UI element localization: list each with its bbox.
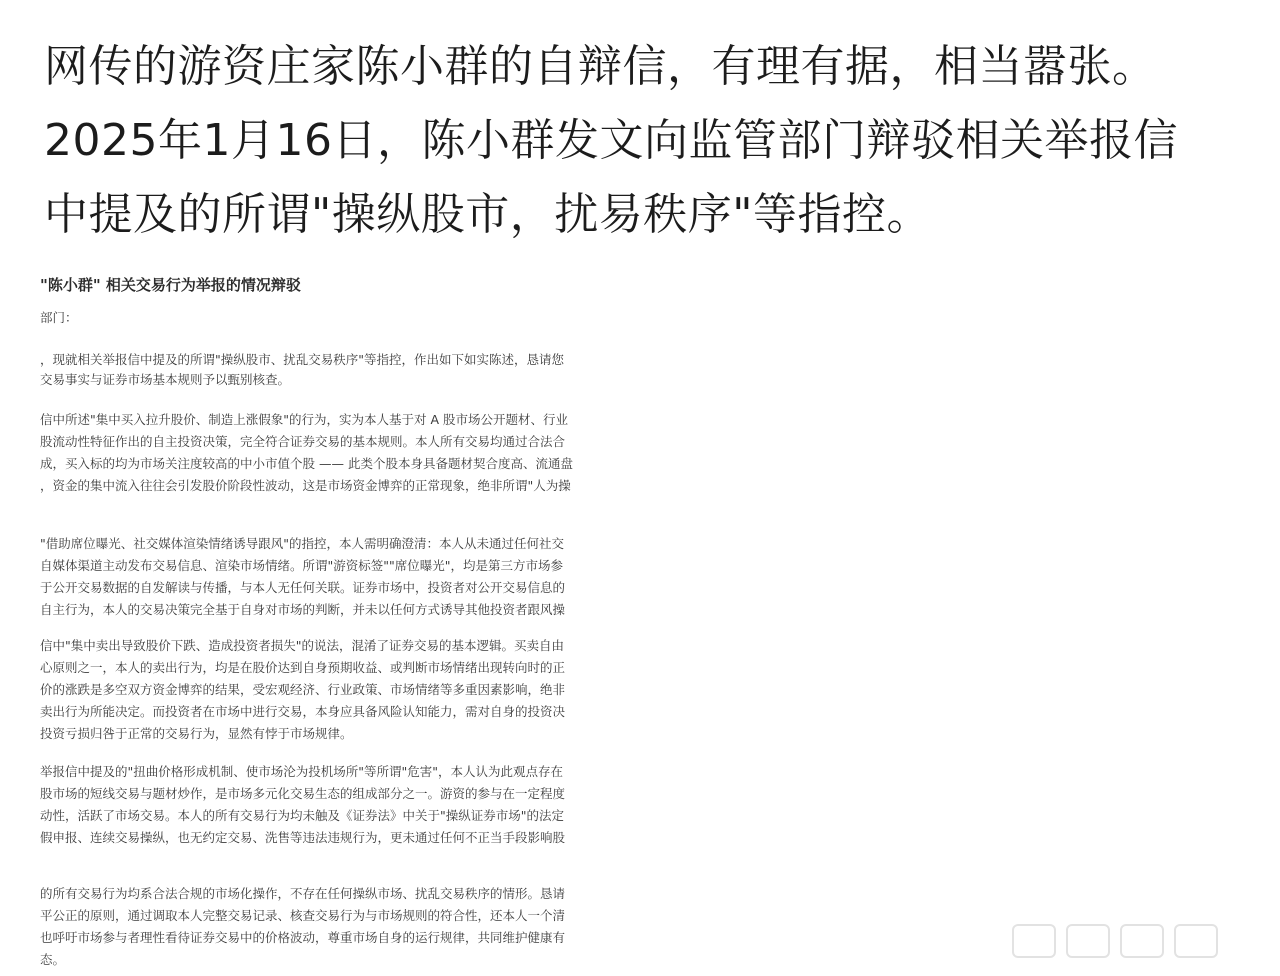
paragraph-line: 心原则之一，本人的卖出行为，均是在股价达到自身预期收益、或判断市场情绪出现转向时的正 <box>40 660 566 675</box>
post-text <box>44 30 1244 252</box>
watermark-mark <box>1174 924 1218 958</box>
paragraph-line: 举报信中提及的"扭曲价格形成机制、使市场沦为投机场所"等所谓"危害"，本人认为此观点存在 <box>40 764 563 779</box>
paragraph-line: 也呼吁市场参与者理性看待证券交易中的价格波动，尊重市场自身的运行规律，共同维护健康有 <box>40 930 566 945</box>
paragraph-line: 成，买入标的均为市场关注度较高的中小市值个股 —— 此类个股本身具备题材契合度高、流通盘 <box>40 456 573 471</box>
paragraph-line: 股流动性特征作出的自主投资决策，完全符合证券交易的基本规则。本人所有交易均通过合法合 <box>40 434 566 449</box>
paragraph-line: 卖出行为所能决定。而投资者在市场中进行交易，本身应具备风险认知能力，需对自身的投资决 <box>40 704 566 719</box>
paragraph-line: ，资金的集中流入往往会引发股价阶段性波动，这是市场资金博弈的正常现象，绝非所谓"人为操 <box>40 478 571 493</box>
paragraph-line: 交易事实与证券市场基本规则予以甄别核查。 <box>40 372 291 387</box>
paragraph-line: 股市场的短线交易与题材炒作，是市场多元化交易生态的组成部分之一。游资的参与在一定程度 <box>40 786 566 801</box>
document-title: "陈小群" 相关交易行为举报的情况辩驳 <box>40 276 301 294</box>
paragraph-line: 自媒体渠道主动发布交易信息、渲染市场情绪。所谓"游资标签""席位曝光"，均是第三方市场参 <box>40 558 563 573</box>
paragraph-line: 态。 <box>40 952 66 967</box>
paragraph-line: 假申报、连续交易操纵，也无约定交易、洗售等违法违规行为，更未通过任何不正当手段影响股 <box>40 830 566 845</box>
paragraph-line: 平公正的原则，通过调取本人完整交易记录、核查交易行为与市场规则的符合性，还本人一个清 <box>40 908 566 923</box>
salutation: 部门： <box>40 310 78 325</box>
paragraph-line: "借助席位曝光、社交媒体渲染情绪诱导跟风"的指控，本人需明确澄清：本人从未通过任何社交 <box>40 536 565 551</box>
watermark-mark <box>1066 924 1110 958</box>
paragraph-line: 信中"集中卖出导致股价下跌、造成投资者损失"的说法，混淆了证券交易的基本逻辑。买卖自由 <box>40 638 565 653</box>
paragraph-line: 投资亏损归咎于正常的交易行为，显然有悖于市场规律。 <box>40 726 353 741</box>
paragraph-line: ，现就相关举报信中提及的所谓"操纵股市、扰乱交易秩序"等指控，作出如下如实陈述，恳请您 <box>40 352 565 367</box>
paragraph-line: 的所有交易行为均系合法合规的市场化操作，不存在任何操纵市场、扰乱交易秩序的情形。恳请 <box>40 886 566 901</box>
paragraph-line: 于公开交易数据的自发解读与传播，与本人无任何关联。证券市场中，投资者对公开交易信息的 <box>40 580 566 595</box>
post-line: 中提及的所谓"操纵股市，扰易秩序"等指控。 <box>44 189 931 240</box>
watermark-logo <box>1012 924 1252 958</box>
post-line: 网传的游资庄家陈小群的自辩信，有理有据，相当嚣张。 <box>44 41 1157 92</box>
paragraph-line: 价的涨跌是多空双方资金博弈的结果，受宏观经济、行业政策、市场情绪等多重因素影响，绝非 <box>40 682 566 697</box>
document-image[interactable] <box>40 262 640 976</box>
paragraph-line: 信中所述"集中买入拉升股价、制造上涨假象"的行为，实为本人基于对 A 股市场公开题材、行业 <box>40 412 568 427</box>
post-line: 2025年1月16日，陈小群发文向监管部门辩驳相关举报信 <box>44 115 1178 166</box>
watermark-mark <box>1120 924 1164 958</box>
paragraph-line: 动性，活跃了市场交易。本人的所有交易行为均未触及《证券法》中关于"操纵证券市场"的法定 <box>40 808 565 823</box>
watermark-mark <box>1012 924 1056 958</box>
paragraph-line: 自主行为，本人的交易决策完全基于自身对市场的判断，并未以任何方式诱导其他投资者跟风操 <box>40 602 566 617</box>
